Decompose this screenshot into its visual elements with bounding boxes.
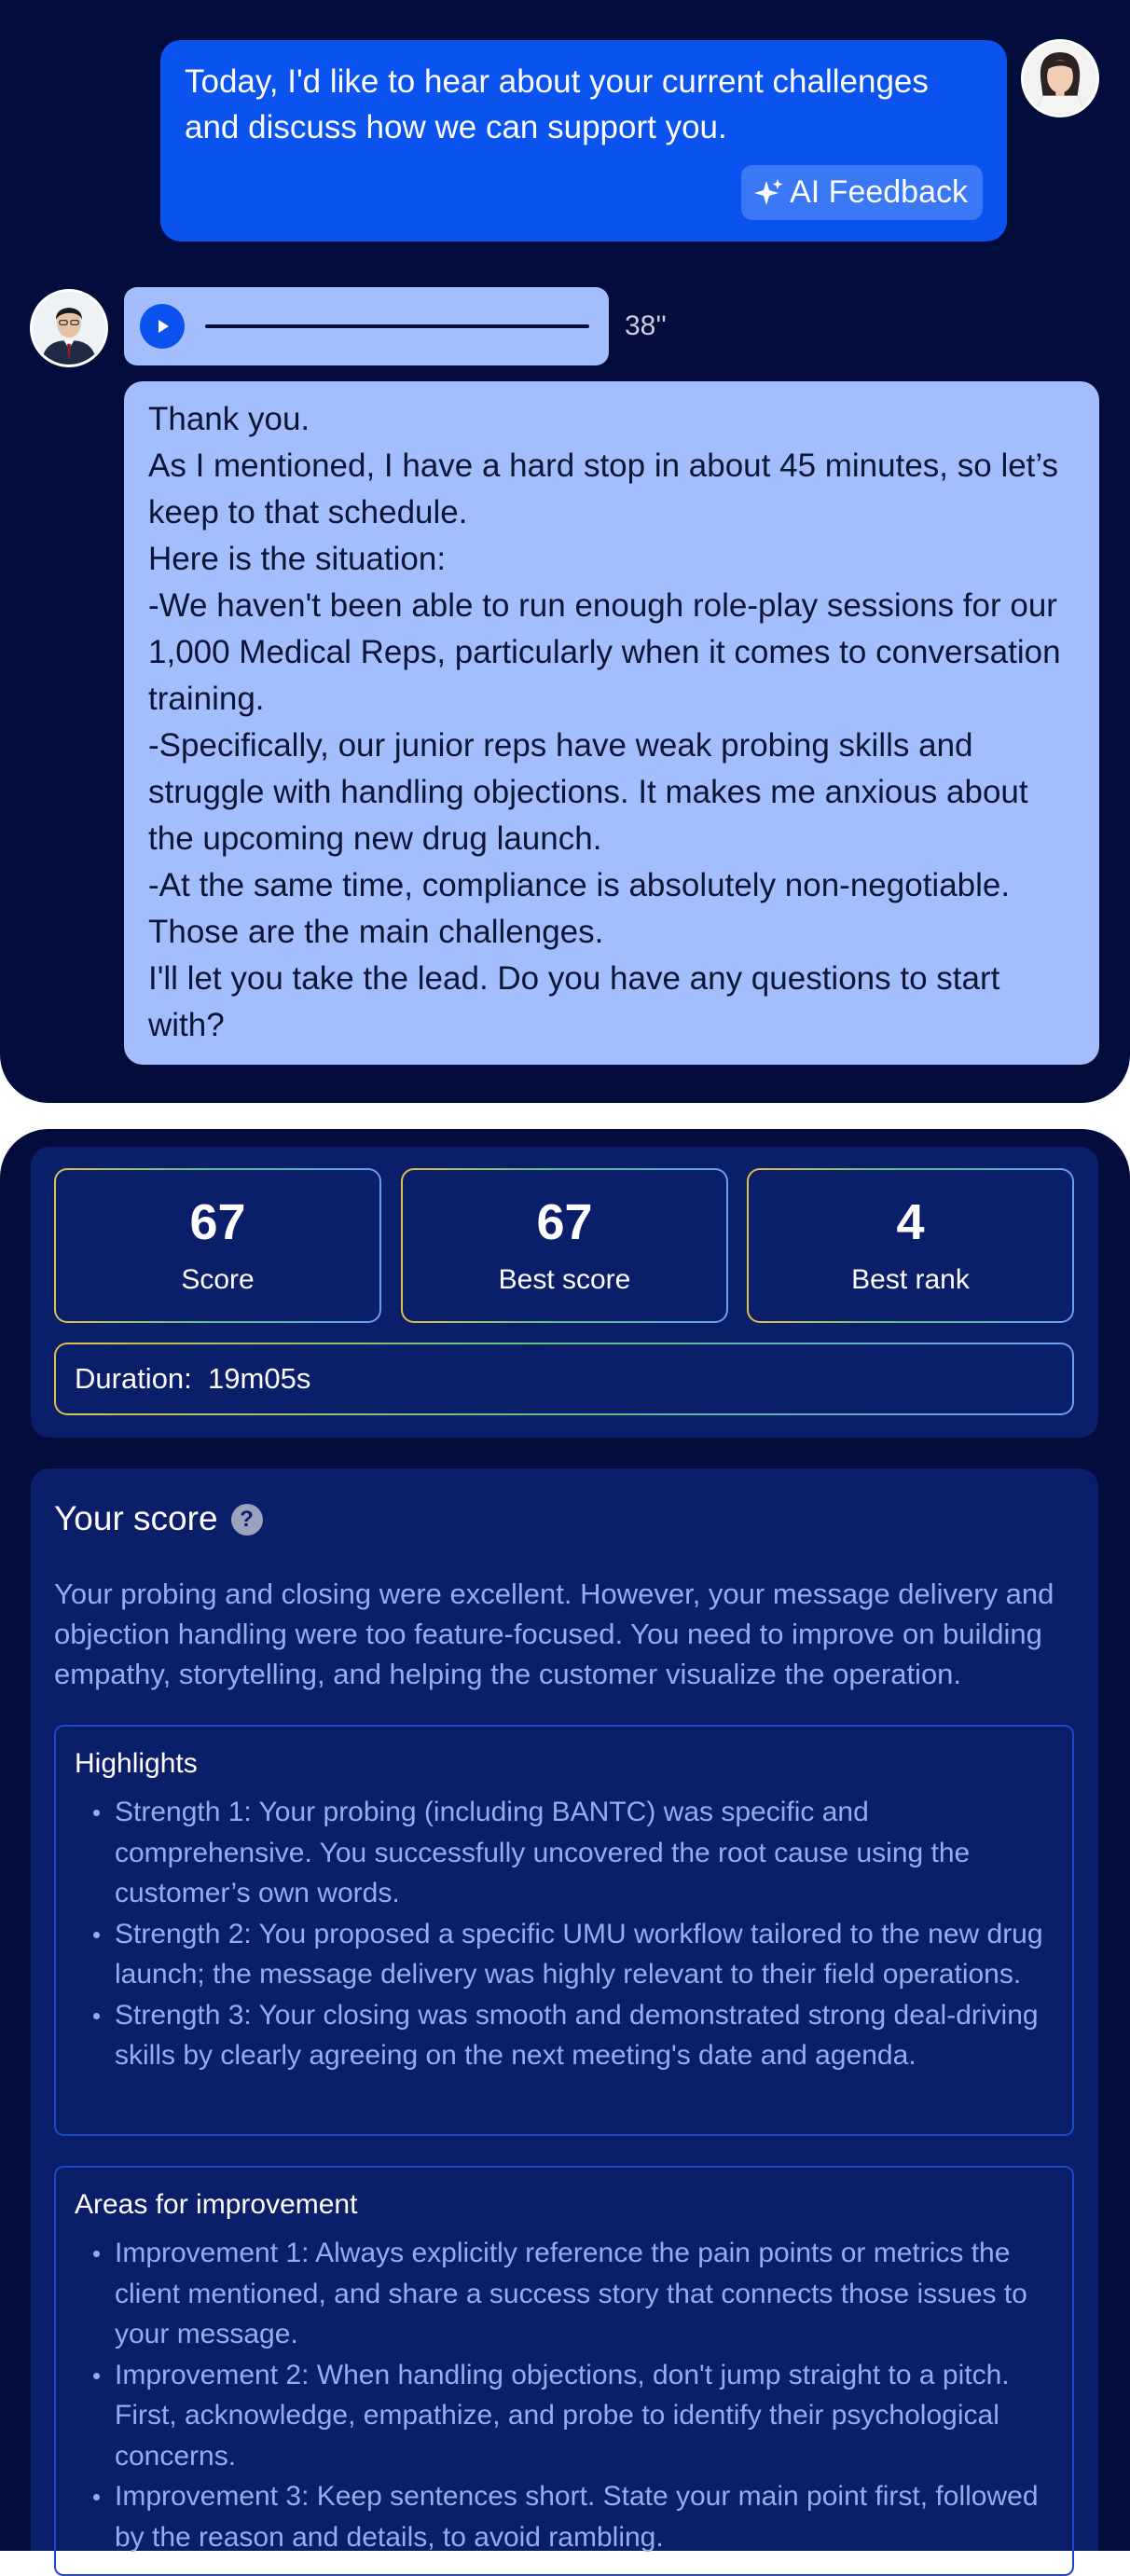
score-value: 67 xyxy=(189,1194,246,1250)
best-rank-label: Best rank xyxy=(851,1264,970,1295)
bot-message-line: As I mentioned, I have a hard stop in about 45 minutes, so let’s keep to that schedule. xyxy=(148,448,1059,530)
bot-avatar xyxy=(30,289,108,367)
improvement-item: Improvement 1: Always explicitly reference the pain points or metrics the client mentioned, and share a success story that connects those issues to your message. xyxy=(75,2233,1054,2355)
audio-progress-track[interactable] xyxy=(205,324,589,328)
duration-label: Duration: xyxy=(75,1362,192,1395)
highlights-box xyxy=(54,1725,1074,2136)
highlight-item: Strength 3: Your closing was smooth and demonstrated strong deal-driving skills by clearly agreeing on the next meeting's date and agenda. xyxy=(75,1995,1054,2076)
best-score-value: 67 xyxy=(536,1194,593,1250)
highlights-list xyxy=(75,1792,1054,2076)
improvements-list xyxy=(75,2233,1054,2557)
bot-message-bubble xyxy=(124,381,1099,1065)
ai-feedback-label: AI Feedback xyxy=(790,174,968,210)
sparkle-icon xyxy=(754,177,784,209)
bot-message-line: Here is the situation: xyxy=(148,541,447,577)
highlights-heading: Highlights xyxy=(75,1748,198,1779)
duration-tile xyxy=(54,1343,1074,1415)
improvement-item: Improvement 3: Keep sentences short. State your main point first, followed by the reason and details, to avoid rambling. xyxy=(75,2476,1054,2557)
improvements-heading: Areas for improvement xyxy=(75,2189,358,2220)
user-avatar xyxy=(1021,39,1099,117)
user-message-text: Today, I'd like to hear about your current challenges and discuss how we can support you. xyxy=(185,63,929,145)
best-score-label: Best score xyxy=(498,1264,631,1295)
best-rank-value: 4 xyxy=(896,1194,925,1250)
best-rank-tile xyxy=(747,1168,1074,1323)
duration-value: 19m05s xyxy=(208,1362,311,1395)
bot-message-line: -Specifically, our junior reps have weak probing skills and struggle with handling objections. It makes me anxious about the upcoming new drug launch. xyxy=(148,727,1028,857)
highlight-item: Strength 2: You proposed a specific UMU workflow tailored to the new drug launch; the message delivery was highly relevant to their field operations. xyxy=(75,1914,1054,1995)
improvements-box xyxy=(54,2166,1074,2576)
best-score-tile xyxy=(401,1168,728,1323)
score-tile xyxy=(54,1168,381,1323)
bot-message-line: -At the same time, compliance is absolutely non-negotiable. xyxy=(148,867,1011,903)
bot-message-line: I'll let you take the lead. Do you have any questions to start with? xyxy=(148,960,1000,1043)
bot-message-line: Those are the main challenges. xyxy=(148,914,604,950)
user-message-bubble xyxy=(160,40,1007,241)
bot-message-line: -We haven't been able to run enough role-play sessions for our 1,000 Medical Reps, particularly when it comes to conversation training. xyxy=(148,587,1061,717)
play-button[interactable] xyxy=(140,304,185,349)
score-summary: Your probing and closing were excellent. However, your message delivery and objection handling were too feature-focused. You need to improve on building empathy, storytelling, and helping the customer visualize the operation. xyxy=(54,1577,1054,1690)
ai-feedback-button[interactable] xyxy=(741,165,983,220)
help-icon[interactable]: ? xyxy=(231,1504,263,1536)
score-label: Score xyxy=(181,1264,255,1295)
play-icon xyxy=(153,317,172,336)
your-score-heading xyxy=(54,1495,263,1542)
your-score-title: Your score xyxy=(54,1499,218,1537)
audio-duration: 38'' xyxy=(625,310,667,341)
bot-message-line: Thank you. xyxy=(148,401,310,437)
highlight-item: Strength 1: Your probing (including BANTC) was specific and comprehensive. You successfully uncovered the root cause using the customer’s own words. xyxy=(75,1792,1054,1914)
audio-player[interactable] xyxy=(124,287,609,365)
improvement-item: Improvement 2: When handling objections, don't jump straight to a pitch. First, acknowledge, empathize, and probe to identify their psychological concerns. xyxy=(75,2355,1054,2477)
